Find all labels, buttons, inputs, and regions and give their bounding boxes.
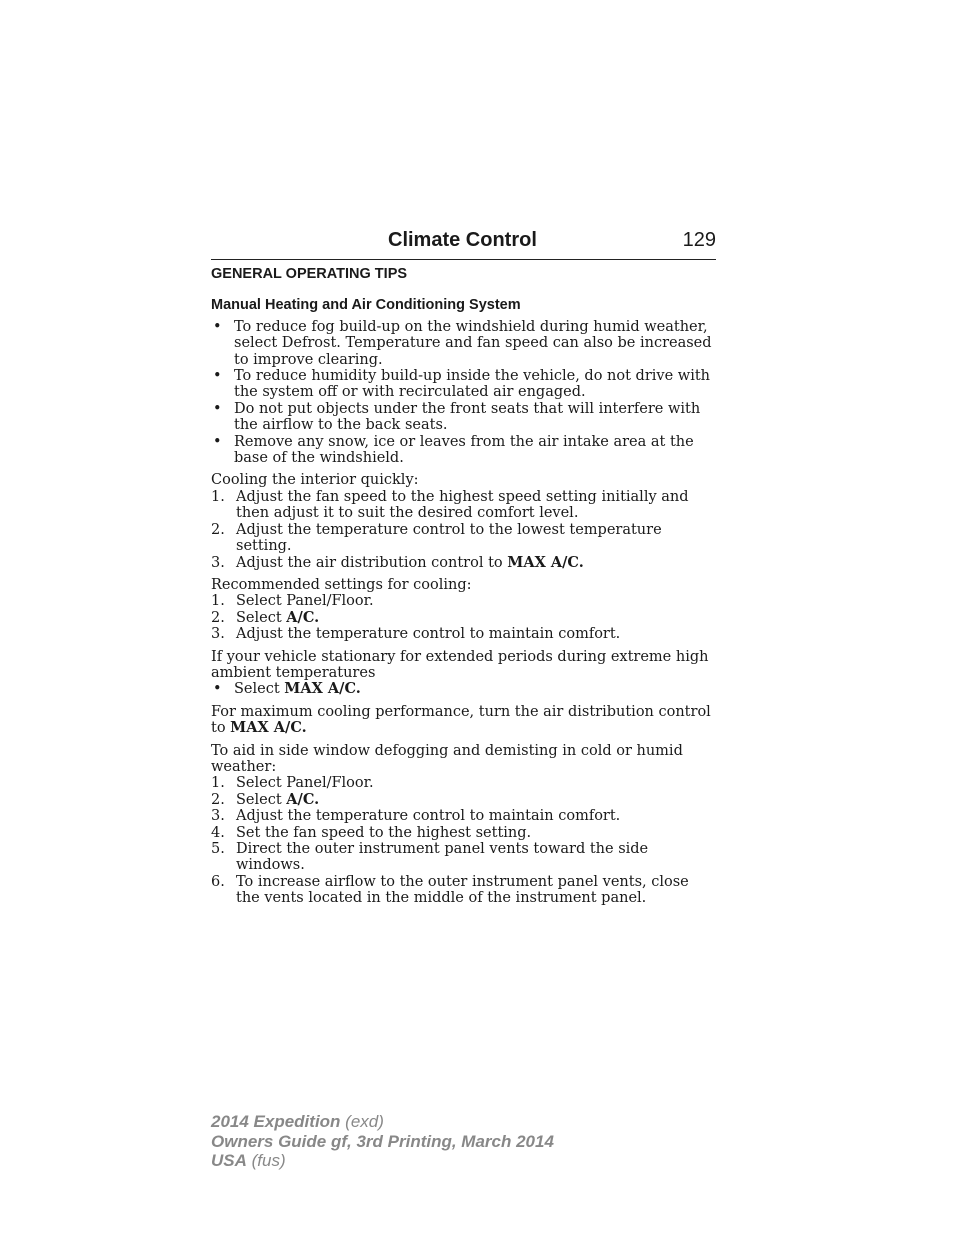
defogging-block (211, 743, 716, 907)
list-item: 6. To increase airflow to the outer instrument panel vents, close the vents located in the middle of the instrument panel. (211, 873, 689, 907)
list-item: • Remove any snow, ice or leaves from the air intake area at the base of the windshield. (213, 433, 694, 467)
recommended-block (211, 577, 716, 643)
stationary-list (211, 681, 716, 697)
max-cooling-block (211, 704, 716, 737)
page-header (211, 229, 716, 260)
chapter-title: Climate Control (388, 229, 537, 251)
page-number: 129 (682, 229, 716, 251)
stationary-block (211, 649, 716, 698)
stationary-intro: If your vehicle stationary for extended periods during extreme high ambient temperatures (211, 648, 709, 681)
cooling-quick-steps (211, 489, 716, 571)
bullet-marker: • (213, 433, 222, 450)
subsection-title: Manual Heating and Air Conditioning System (211, 297, 521, 314)
list-item: • Do not put objects under the front seats that will interfere with the airflow to the back seats. (213, 400, 701, 434)
max-cooling-text: For maximum cooling performance, turn the air distribution control to MAX A/C. (211, 703, 711, 737)
list-item: 5. Direct the outer instrument panel vents toward the side windows. (211, 841, 649, 874)
bullet-marker: • (213, 368, 222, 385)
list-item: • To reduce humidity build-up inside the vehicle, do not drive with the system off or with recirculated air engaged. (213, 368, 711, 401)
page-footer (211, 1112, 554, 1171)
footer-region-line: USA (fus) (211, 1151, 286, 1170)
footer-printing-line: Owners Guide gf, 3rd Printing, March 2014 (211, 1131, 554, 1151)
bullet-marker: • (213, 400, 222, 417)
footer-model-line: 2014 Expedition (exd) (211, 1112, 384, 1131)
list-item: 2. Adjust the temperature control to the lowest temperature setting. (211, 521, 662, 555)
list-item: 3. Adjust the air distribution control to MAX A/C. (211, 553, 584, 571)
defogging-intro: To aid in side window defogging and demisting in cold or humid weather: (211, 742, 683, 775)
recommended-intro: Recommended settings for cooling: (211, 576, 472, 593)
bullet-marker: • (213, 681, 222, 698)
list-item: 2. Select A/C. (211, 608, 320, 626)
list-item: 1. Select Panel/Floor. (211, 593, 374, 610)
list-item: 1. Select Panel/Floor. (211, 775, 374, 792)
tips-list (211, 319, 716, 467)
list-item: 3. Adjust the temperature control to maintain comfort. (211, 626, 621, 643)
list-item: 2. Select A/C. (211, 790, 320, 808)
defogging-steps (211, 775, 716, 906)
recommended-steps (211, 593, 716, 642)
list-item: 4. Set the fan speed to the highest setting. (211, 824, 532, 841)
page-content (211, 266, 716, 913)
list-item: • Select MAX A/C. (213, 680, 361, 698)
list-item: 1. Adjust the fan speed to the highest speed setting initially and then adjust it to suit the desired comfort level. (211, 488, 689, 522)
list-item: 3. Adjust the temperature control to maintain comfort. (211, 808, 621, 825)
list-item: • To reduce fog build-up on the windshield during humid weather, select Defrost. Temperature and fan speed can also be increased to improve clearing. (213, 318, 712, 368)
bullet-marker: • (213, 318, 222, 335)
cooling-quick-block (211, 472, 716, 570)
cooling-quick-intro: Cooling the interior quickly: (211, 472, 419, 489)
section-title: GENERAL OPERATING TIPS (211, 266, 408, 282)
